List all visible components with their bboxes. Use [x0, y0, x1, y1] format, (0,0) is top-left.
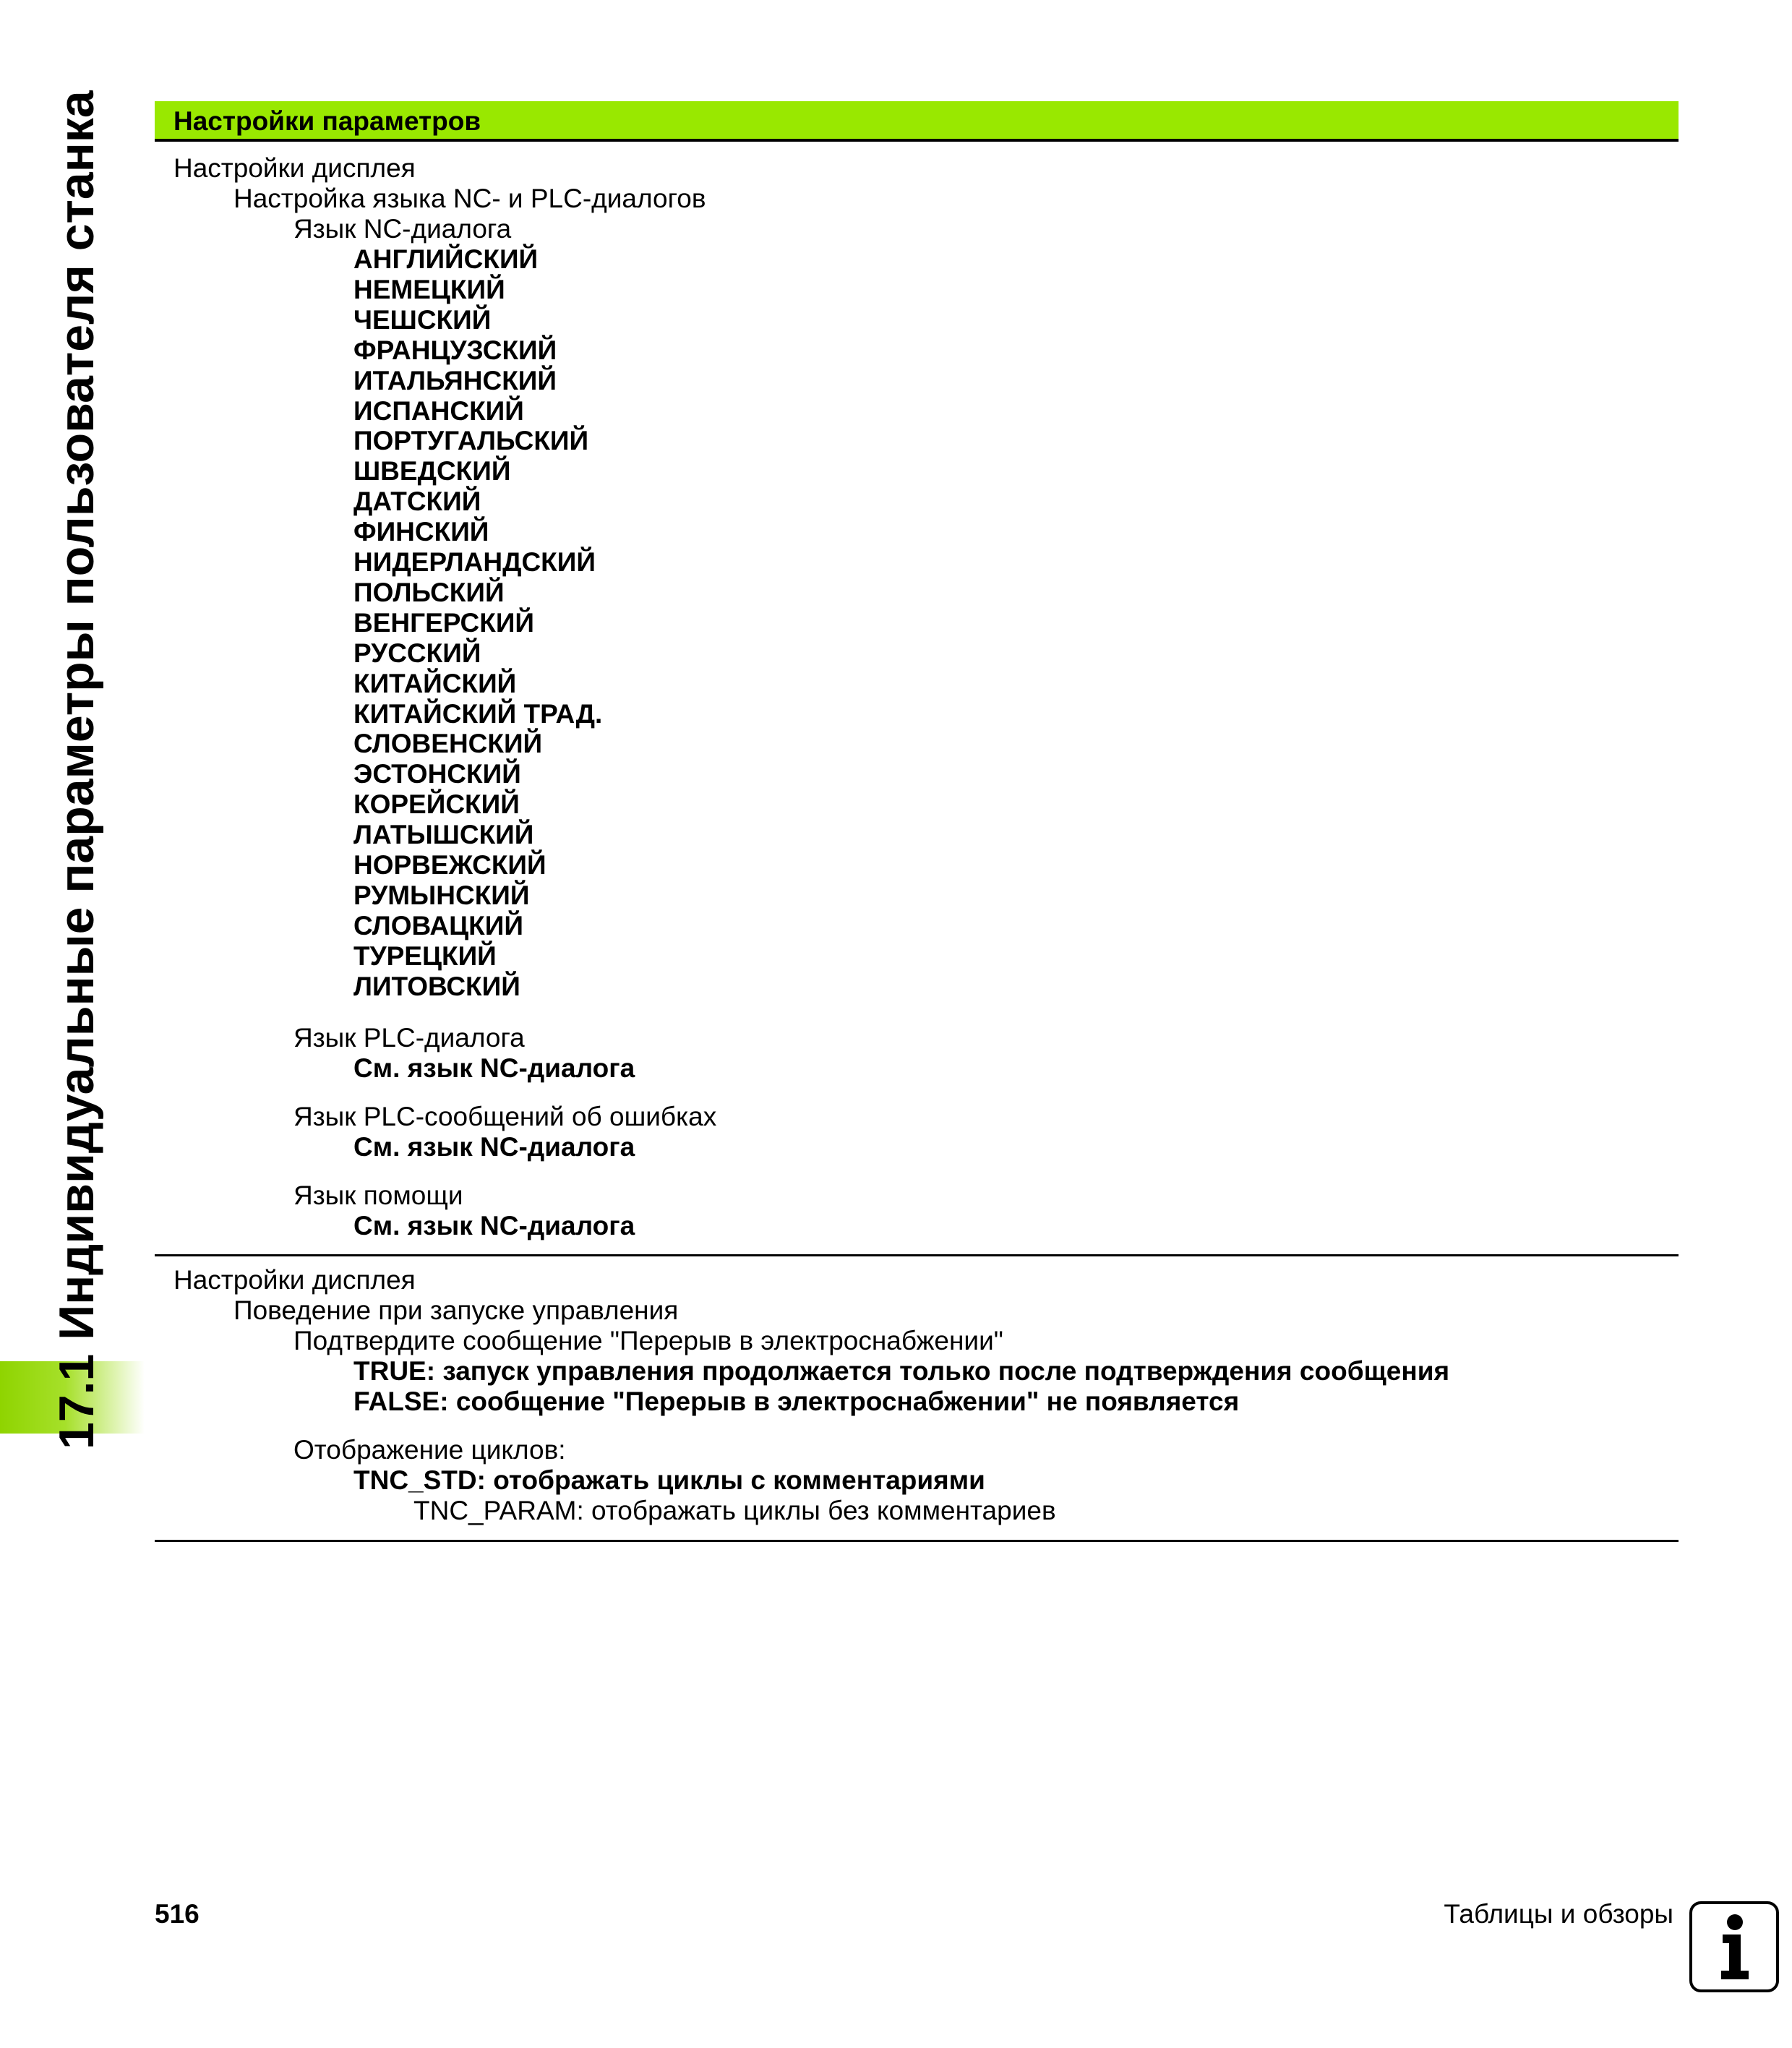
nc-dialog-option: ДАТСКИЙ: [353, 487, 481, 517]
section2-group: Настройки дисплея: [173, 1265, 416, 1295]
nc-dialog-option: ЛАТЫШСКИЙ: [353, 820, 534, 850]
power-fail-confirm-label: Подтвердите сообщение "Перерыв в электроснабжении": [293, 1326, 1003, 1355]
nc-dialog-option: ЛИТОВСКИЙ: [353, 971, 520, 1001]
nc-dialog-option: КОРЕЙСКИЙ: [353, 789, 520, 820]
table-header-title: Настройки параметров: [173, 106, 481, 136]
plc-errors-label: Язык PLC-сообщений об ошибках: [293, 1102, 717, 1131]
chapter-side-title: 17.1 Индивидуальные параметры пользователя станка: [49, 90, 104, 1449]
nc-dialog-option: СЛОВАЦКИЙ: [353, 910, 523, 941]
nc-dialog-option: ФИНСКИЙ: [353, 517, 489, 547]
page-number: 516: [155, 1899, 200, 1929]
cycles-param-option: TNC_PARAM: отображать циклы без комментариев: [413, 1496, 1056, 1525]
nc-dialog-option: СЛОВЕНСКИЙ: [353, 729, 543, 759]
power-fail-true-option: TRUE: запуск управления продолжается только после подтверждения сообщения: [353, 1356, 1450, 1386]
plc-errors-value: См. язык NC-диалога: [353, 1132, 635, 1162]
help-language-value: См. язык NC-диалога: [353, 1211, 635, 1241]
cycles-std-option: TNC_STD: отображать циклы с комментариями: [353, 1465, 985, 1495]
nc-dialog-option: ЭСТОНСКИЙ: [353, 759, 521, 789]
nc-dialog-option: ТУРЕЦКИЙ: [353, 941, 497, 971]
nc-dialog-option: ШВЕДСКИЙ: [353, 456, 511, 487]
nc-dialog-option: ИСПАНСКИЙ: [353, 395, 524, 426]
nc-dialog-option: ФРАНЦУЗСКИЙ: [353, 335, 557, 365]
help-language-label: Язык помощи: [293, 1181, 463, 1210]
cycles-display-label: Отображение циклов:: [293, 1435, 566, 1465]
plc-dialog-value: См. язык NC-диалога: [353, 1053, 635, 1083]
nc-dialog-option: КИТАЙСКИЙ ТРАД.: [353, 698, 603, 729]
section2-subgroup: Поведение при запуске управления: [233, 1295, 679, 1325]
nc-dialog-option: КИТАЙСКИЙ: [353, 668, 517, 698]
info-icon: [1689, 1901, 1779, 1992]
nc-dialog-option: ПОРТУГАЛЬСКИЙ: [353, 426, 589, 456]
section1-subgroup: Настройка языка NC- и PLC-диалогов: [233, 184, 706, 213]
nc-dialog-option: ИТАЛЬЯНСКИЙ: [353, 365, 557, 395]
nc-dialog-option: ЧЕШСКИЙ: [353, 304, 492, 335]
section1-group: Настройки дисплея: [173, 153, 416, 183]
section-divider: [155, 1254, 1679, 1256]
nc-dialog-label: Язык NC-диалога: [293, 214, 512, 244]
plc-dialog-label: Язык PLC-диалога: [293, 1023, 525, 1053]
nc-dialog-option: РУМЫНСКИЙ: [353, 880, 530, 910]
power-fail-false-option: FALSE: сообщение "Перерыв в электроснабжении" не появляется: [353, 1387, 1240, 1416]
table-bottom-rule: [155, 1540, 1679, 1542]
nc-dialog-option: ВЕНГЕРСКИЙ: [353, 607, 535, 638]
footer-section-name: Таблицы и обзоры: [1444, 1899, 1673, 1929]
nc-dialog-option: НИДЕРЛАНДСКИЙ: [353, 547, 596, 577]
nc-dialog-option: НОРВЕЖСКИЙ: [353, 850, 546, 880]
nc-dialog-option: НЕМЕЦКИЙ: [353, 274, 505, 304]
nc-dialog-option: РУССКИЙ: [353, 638, 481, 668]
table-header: [155, 101, 1679, 142]
nc-dialog-option: ПОЛЬСКИЙ: [353, 577, 505, 607]
nc-dialog-option: АНГЛИЙСКИЙ: [353, 244, 539, 274]
